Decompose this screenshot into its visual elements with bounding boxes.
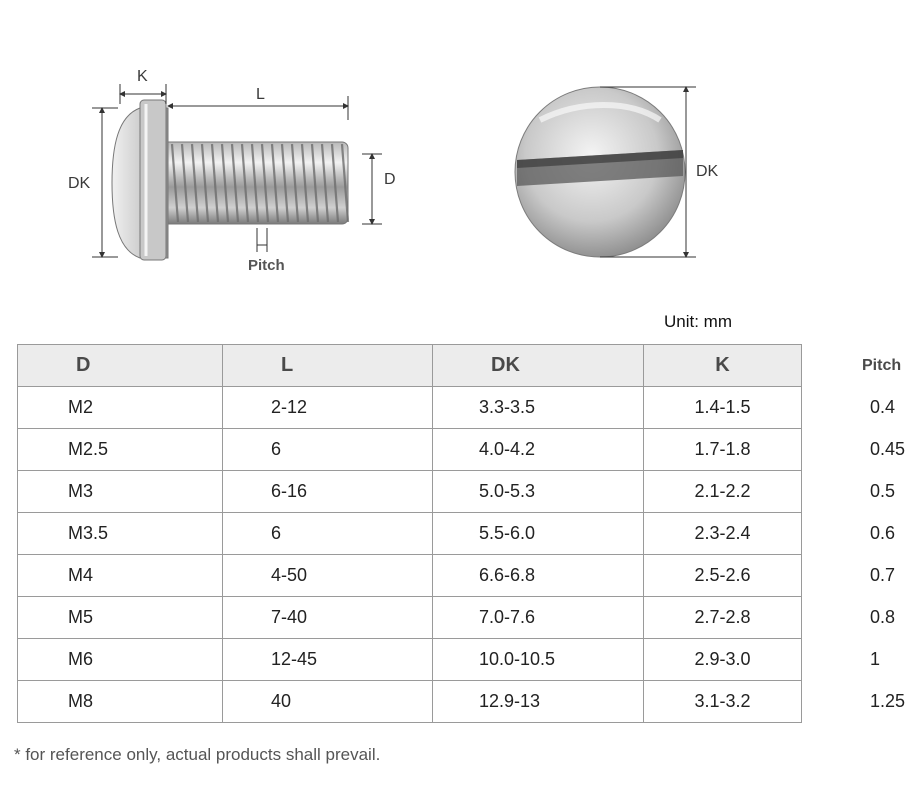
- cell-d: M2.5: [18, 429, 223, 471]
- cell-dk: 4.0-4.2: [433, 429, 644, 471]
- header-d: D: [18, 345, 223, 387]
- table-header-row: D L DK K Pitch: [18, 345, 802, 387]
- screw-head-top-view: [515, 87, 685, 257]
- unit-label: Unit: mm: [664, 312, 732, 331]
- cell-k: 1.4-1.5: [644, 387, 802, 429]
- cell-l: 40: [223, 681, 433, 723]
- cell-d: M3: [18, 471, 223, 513]
- pitch-dimension-label: Pitch: [248, 257, 285, 274]
- reference-note: * for reference only, actual products shall prevail.: [14, 745, 381, 764]
- cell-dk: 7.0-7.6: [433, 597, 644, 639]
- cell-k: 2.3-2.4: [644, 513, 802, 555]
- cell-l: 6: [223, 513, 433, 555]
- cell-k: 2.9-3.0: [644, 639, 802, 681]
- cell-d: M5: [18, 597, 223, 639]
- header-dk: DK: [433, 345, 644, 387]
- cell-l: 12-45: [223, 639, 433, 681]
- cell-k: 2.1-2.2: [644, 471, 802, 513]
- cell-l: 2-12: [223, 387, 433, 429]
- header-l: L: [223, 345, 433, 387]
- cell-dk: 6.6-6.8: [433, 555, 644, 597]
- dk-top-dimension-label: DK: [696, 163, 719, 180]
- cell-dk: 10.0-10.5: [433, 639, 644, 681]
- screw-spec-table: [17, 344, 905, 723]
- dk-side-dimension-label: DK: [68, 175, 91, 192]
- table-row: M3 6-16 5.0-5.3 2.1-2.2 0.5: [18, 471, 802, 513]
- screw-shank: [162, 142, 348, 224]
- l-dimension-label: L: [256, 86, 265, 103]
- k-dimension-label: K: [137, 68, 148, 85]
- cell-dk: 3.3-3.5: [433, 387, 644, 429]
- table-row: M8 40 12.9-13 3.1-3.2 1.25: [18, 681, 802, 723]
- table-row: M2 2-12 3.3-3.5 1.4-1.5 0.4: [18, 387, 802, 429]
- table-row: M3.5 6 5.5-6.0 2.3-2.4 0.6: [18, 513, 802, 555]
- cell-l: 6-16: [223, 471, 433, 513]
- screw-head-side: [112, 100, 168, 260]
- table-row: M2.5 6 4.0-4.2 1.7-1.8 0.45: [18, 429, 802, 471]
- table-row: M5 7-40 7.0-7.6 2.7-2.8 0.8: [18, 597, 802, 639]
- cell-dk: 5.5-6.0: [433, 513, 644, 555]
- cell-d: M3.5: [18, 513, 223, 555]
- d-dimension-label: D: [384, 171, 396, 188]
- table-row: M4 4-50 6.6-6.8 2.5-2.6 0.7: [18, 555, 802, 597]
- cell-d: M6: [18, 639, 223, 681]
- cell-k: 2.7-2.8: [644, 597, 802, 639]
- cell-d: M8: [18, 681, 223, 723]
- cell-l: 4-50: [223, 555, 433, 597]
- cell-l: 6: [223, 429, 433, 471]
- cell-l: 7-40: [223, 597, 433, 639]
- cell-k: 1.7-1.8: [644, 429, 802, 471]
- header-k: K: [644, 345, 802, 387]
- cell-d: M2: [18, 387, 223, 429]
- table-row: M6 12-45 10.0-10.5 2.9-3.0 1: [18, 639, 802, 681]
- table-body: [18, 387, 905, 723]
- cell-d: M4: [18, 555, 223, 597]
- cell-k: 3.1-3.2: [644, 681, 802, 723]
- screw-dimension-diagram: [0, 0, 800, 300]
- cell-k: 2.5-2.6: [644, 555, 802, 597]
- cell-dk: 12.9-13: [433, 681, 644, 723]
- cell-dk: 5.0-5.3: [433, 471, 644, 513]
